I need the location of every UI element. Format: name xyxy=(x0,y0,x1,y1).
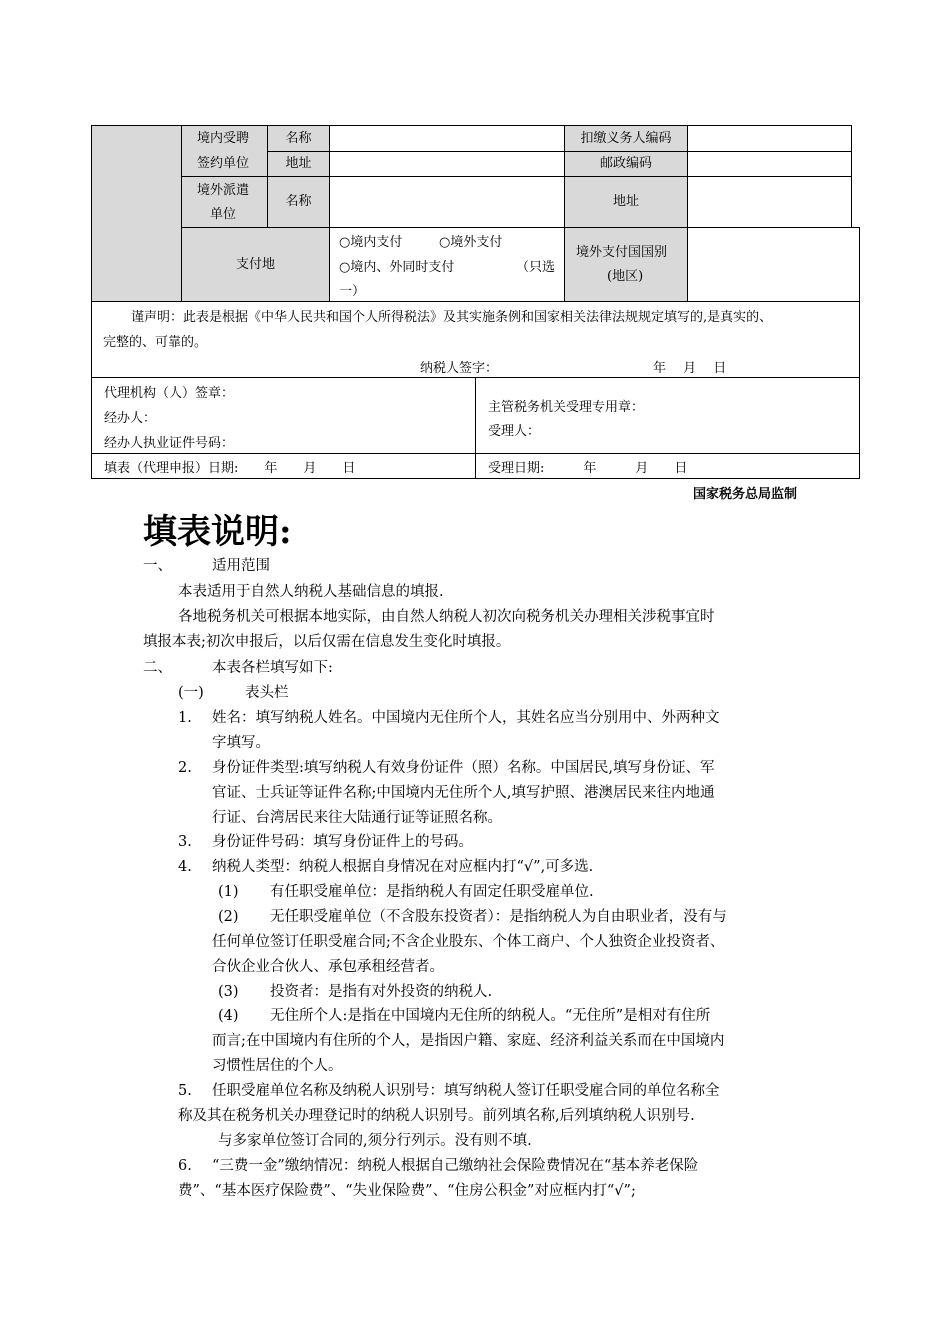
supervisor-note: 国家税务总局监制 xyxy=(693,487,798,502)
item-5-line-2: 称及其在税务机关办理登记时的纳税人识别号。前列填名称,后列填纳税人识别号. xyxy=(178,1108,695,1124)
item-4a-number: (1) xyxy=(218,884,239,900)
withholding-code-field[interactable] xyxy=(687,125,852,152)
item-6-line-1: “三费一金”缴纳情况：纳税人根据自己缴纳社会保险费情况在“基本养老保险 xyxy=(212,1158,699,1174)
item-2-line-1: 身份证件类型:填写纳税人有效身份证件（照）名称。中国居民,填写身份证、军 xyxy=(212,760,715,776)
select-one-note-a: （只选 xyxy=(516,260,556,275)
item-1-line-1: 姓名：填写纳税人姓名。中国境内无住所个人，其姓名应当分别用中、外两种文 xyxy=(212,710,720,726)
section-1-number: 一、 xyxy=(143,558,172,574)
receive-date-cell xyxy=(475,453,860,479)
fill-date-cell xyxy=(91,453,476,479)
section-1-title: 适用范围 xyxy=(212,558,270,574)
foreign-unit-label-cell xyxy=(181,176,268,228)
item-4a-line-1: 有任职受雇单位：是指纳税人有固定任职受雇单位. xyxy=(270,884,594,900)
name-label: 名称 xyxy=(285,130,312,146)
item-6-line-2: 费”、“基本医疗保险费”、“失业保险费”、“住房公积金”对应框内打“√”; xyxy=(178,1183,636,1199)
item-2-line-3: 行证、台湾居民来往大陆通行证等证照名称。 xyxy=(212,810,502,826)
foreign-pay-country-label-2: (地区) xyxy=(607,269,644,284)
postal-code-label: 邮政编码 xyxy=(599,156,652,171)
select-one-note-b: 一） xyxy=(339,284,366,299)
subsection-1-number: (一) xyxy=(178,685,204,701)
domestic-unit-label-cell xyxy=(181,125,268,177)
option-domestic-pay[interactable]: ○境内支付 xyxy=(339,235,403,250)
taxpayer-signature-label: 纳税人签字： xyxy=(420,361,499,376)
paragraph-2-line-2: 填报本表;初次申报后，以后仅需在信息发生变化时填报。 xyxy=(143,634,511,650)
item-5-number: 5. xyxy=(178,1083,192,1099)
item-2-number: 2. xyxy=(178,760,192,776)
item-4d-line-3: 习惯性居住的个人。 xyxy=(212,1058,343,1074)
item-4d-line-1: 无住所个人:是指在中国境内无住所的纳税人。“无住所”是相对有住所 xyxy=(270,1008,711,1024)
item-4b-line-2: 任何单位签订任职受雇合同;不含企业股东、个体工商户、个人独资企业投资者、 xyxy=(212,934,725,950)
item-5-line-3: 与多家单位签订合同的,须分行列示。没有则不填. xyxy=(218,1133,532,1149)
paragraph-2-line-1: 各地税务机关可根据本地实际，由自然人纳税人初次向税务机关办理相关涉税事宜时 xyxy=(178,609,715,625)
item-1-number: 1. xyxy=(178,710,192,726)
domestic-unit-label-2: 签约单位 xyxy=(197,156,250,171)
foreign-name-label-cell xyxy=(267,176,330,228)
paragraph-1: 本表适用于自然人纳税人基础信息的填报. xyxy=(178,584,444,600)
left-gray-column xyxy=(91,125,182,302)
item-2-line-2: 官证、士兵证等证件名称;中国境内无住所个人,填写护照、港澳居民来往内地通 xyxy=(212,785,715,801)
agency-cell xyxy=(91,377,476,454)
item-1-line-2: 字填写。 xyxy=(212,735,270,751)
domestic-address-field[interactable] xyxy=(329,151,565,177)
item-4c-number: (3) xyxy=(218,984,239,1000)
section-2-title: 本表各栏填写如下: xyxy=(212,660,333,676)
foreign-address-field[interactable] xyxy=(687,176,852,228)
foreign-address-label-cell xyxy=(564,176,688,228)
handler-label: 经办人： xyxy=(104,411,157,426)
fill-date-label: 填表（代理申报）日期: 年 月 日 xyxy=(104,461,356,476)
foreign-address-label: 地址 xyxy=(612,194,639,209)
item-4b-line-3: 合伙企业合伙人、承包承租经营者。 xyxy=(212,959,444,975)
receiver-label: 受理人： xyxy=(488,424,541,439)
postal-code-label-cell xyxy=(564,151,688,177)
tax-office-cell xyxy=(475,377,860,454)
item-4-line-1: 纳税人类型：纳税人根据自身情况在对应框内打“√”,可多选. xyxy=(212,859,594,875)
tax-office-seal-label: 主管税务机关受理专用章： xyxy=(488,400,645,415)
item-3-line-1: 身份证件号码：填写身份证件上的号码。 xyxy=(212,834,473,850)
foreign-pay-country-field[interactable] xyxy=(687,227,860,302)
foreign-unit-label-1: 境外派遣 xyxy=(197,183,250,198)
section-2-number: 二、 xyxy=(143,660,172,676)
foreign-pay-country-label-cell xyxy=(564,227,688,302)
domestic-unit-label-1: 境内受聘 xyxy=(197,131,250,146)
address-label-cell xyxy=(267,151,330,177)
declaration-line-2: 完整的、可靠的。 xyxy=(103,335,208,350)
address-label: 地址 xyxy=(285,156,312,171)
foreign-name-label: 名称 xyxy=(285,194,312,209)
declaration-line-1: 谨声明：此表是根据《中华人民共和国个人所得税法》及其实施条例和国家相关法律法规规定填写的,是真实的、 xyxy=(131,310,773,325)
postal-code-field[interactable] xyxy=(687,151,852,177)
payment-place-label-cell xyxy=(181,227,330,302)
foreign-name-field[interactable] xyxy=(329,176,565,228)
subsection-1-title: 表头栏 xyxy=(245,685,289,701)
item-3-number: 3. xyxy=(178,834,192,850)
option-both-pay[interactable]: ○境内、外同时支付 xyxy=(339,260,455,275)
item-4d-line-2: 而言;在中国境内有住所的个人，是指因户籍、家庭、经济利益关系而在中国境内 xyxy=(212,1033,725,1049)
payment-options-cell xyxy=(329,227,565,302)
foreign-pay-country-label-1: 境外支付国国别 xyxy=(576,245,668,260)
domestic-name-field[interactable] xyxy=(329,125,565,152)
declaration-cell xyxy=(91,301,860,378)
instructions-title: 填表说明: xyxy=(143,512,292,552)
item-4-number: 4. xyxy=(178,859,192,875)
name-label-cell xyxy=(267,125,330,152)
item-6-number: 6. xyxy=(178,1158,192,1174)
withholding-code-label: 扣缴义务人编码 xyxy=(580,130,672,146)
option-foreign-pay[interactable]: ○境外支付 xyxy=(439,235,503,250)
item-5-line-1: 任职受雇单位名称及纳税人识别号：填写纳税人签订任职受雇合同的单位名称全 xyxy=(212,1083,720,1099)
item-4d-number: (4) xyxy=(218,1008,239,1024)
payment-place-label: 支付地 xyxy=(235,256,275,272)
taxpayer-sign-date: 年 月 日 xyxy=(653,361,727,376)
handler-cert-label: 经办人执业证件号码： xyxy=(104,436,235,451)
item-4c-line-1: 投资者：是指有对外投资的纳税人. xyxy=(270,984,493,1000)
item-4b-number: (2) xyxy=(218,909,239,925)
foreign-unit-label-2: 单位 xyxy=(210,207,237,222)
agency-seal-label: 代理机构（人）签章： xyxy=(104,386,235,401)
item-4b-line-1: 无任职受雇单位（不含股东投资者）：是指纳税人为自由职业者，没有与 xyxy=(270,909,727,925)
withholding-code-label-cell xyxy=(564,125,688,152)
receive-date-label: 受理日期: 年 月 日 xyxy=(488,461,688,476)
